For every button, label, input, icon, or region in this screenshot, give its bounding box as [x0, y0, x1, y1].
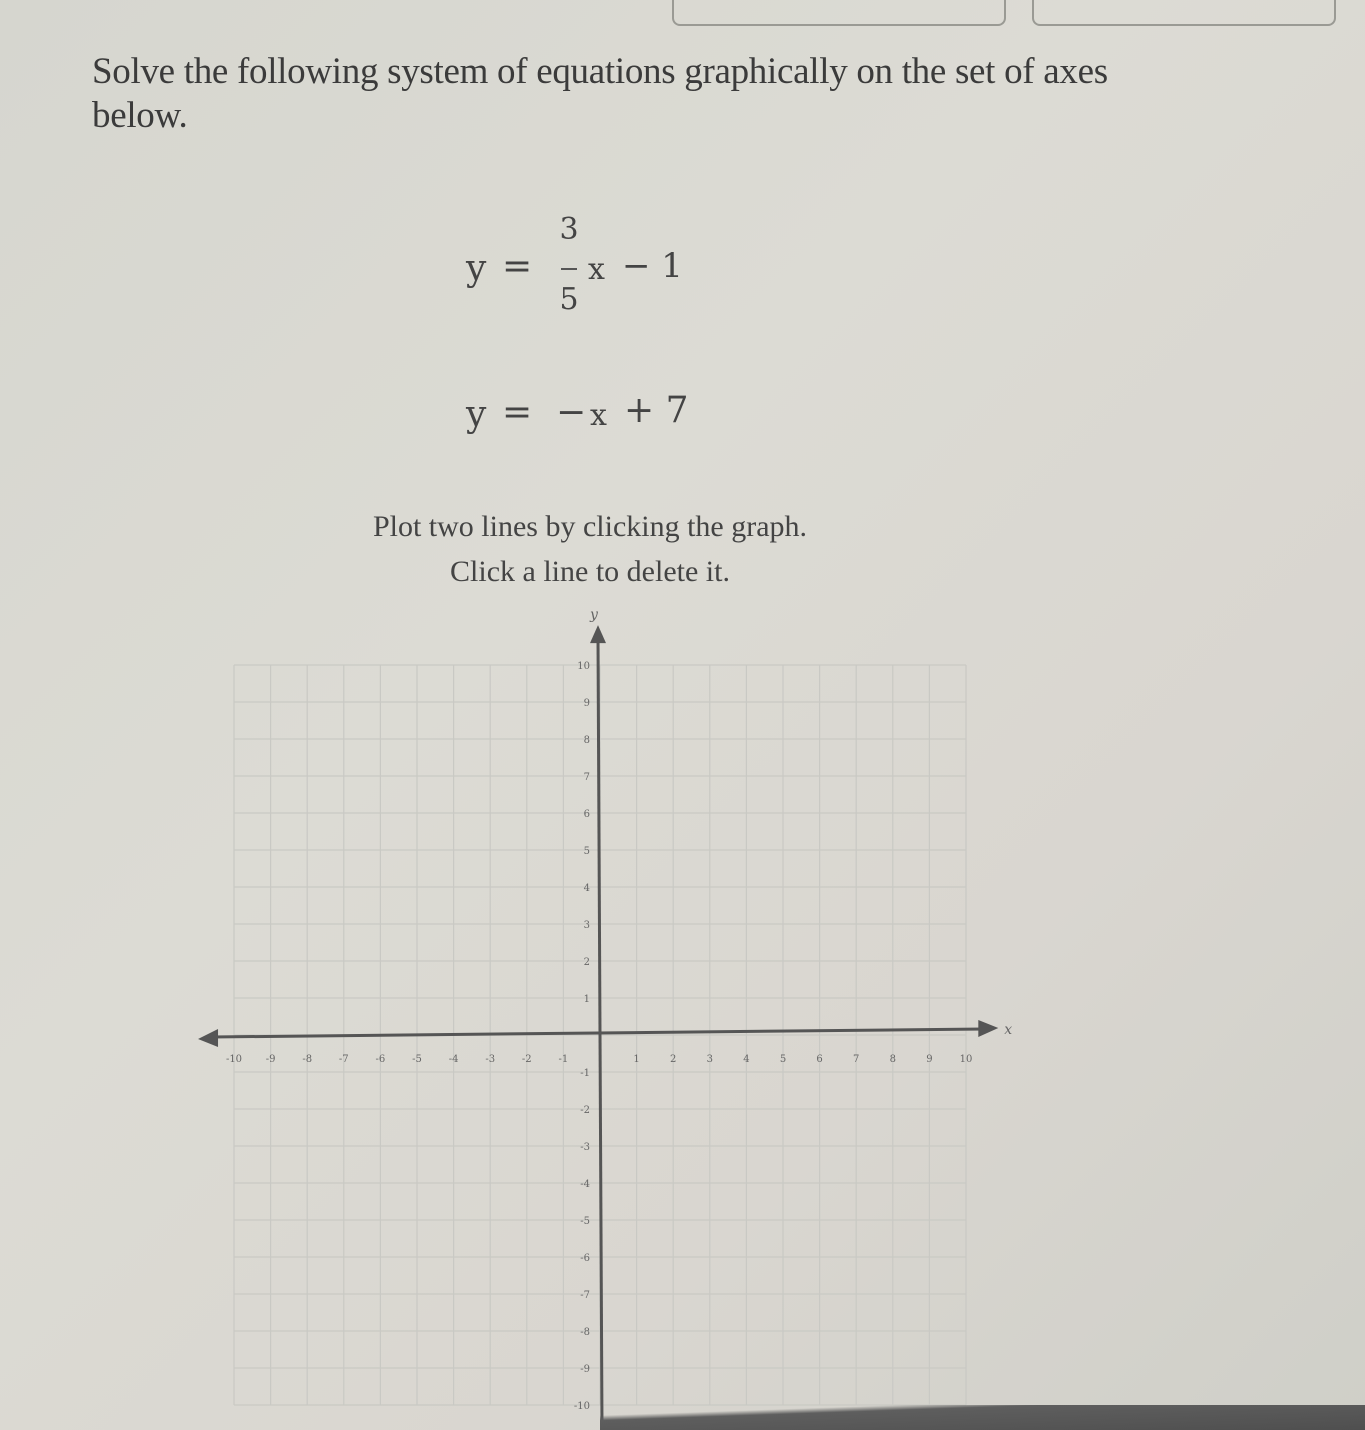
eq1-lhs: y — [466, 248, 487, 289]
eq2-rest: + 7 — [624, 390, 689, 431]
x-tick-label: -4 — [448, 1054, 459, 1065]
instruction-line-1: Plot two lines by clicking the graph. — [372, 510, 808, 543]
y-tick-label: 7 — [583, 772, 590, 783]
prompt-line-1: Solve the following system of equations graphically on the set of axes — [92, 51, 1108, 92]
y-tick-label: 8 — [583, 735, 590, 746]
y-tick-label: -10 — [573, 1401, 590, 1412]
y-tick-label: 10 — [577, 661, 590, 672]
y-tick-label: 1 — [583, 994, 590, 1005]
eq1-rest: − 1 — [622, 246, 683, 286]
x-tick-label: 10 — [959, 1054, 973, 1065]
x-tick-label: -3 — [485, 1054, 496, 1065]
x-tick-label: -2 — [521, 1054, 532, 1065]
x-tick-label: 3 — [706, 1054, 713, 1065]
eq1-x: x — [588, 252, 605, 287]
y-axis-label: y — [590, 607, 598, 624]
y-axis-up-arrow-icon — [590, 625, 606, 643]
x-tick-label: 8 — [889, 1054, 896, 1065]
eq2-minus: − — [556, 392, 587, 433]
y-tick-label: -8 — [580, 1327, 590, 1338]
prompt-line-2: below. — [92, 95, 188, 136]
x-axis-right-arrow-icon — [978, 1020, 998, 1037]
x-axis-left-arrow-icon — [198, 1029, 218, 1047]
x-tick-label: 5 — [779, 1054, 787, 1065]
y-tick-label: -9 — [580, 1364, 590, 1375]
y-tick-label: -6 — [580, 1253, 590, 1264]
y-tick-label: -1 — [580, 1068, 590, 1079]
x-tick-label: 1 — [633, 1054, 640, 1065]
y-tick-label: 2 — [583, 957, 590, 968]
eq1-denominator: 5 — [559, 282, 579, 317]
x-tick-label: 4 — [743, 1054, 750, 1065]
eq2-equals: = — [502, 392, 533, 433]
y-tick-label: -7 — [580, 1290, 590, 1301]
y-tick-label: 6 — [583, 809, 590, 820]
x-tick-label: 7 — [853, 1054, 860, 1065]
eq2-x: x — [590, 398, 607, 433]
x-tick-label: -6 — [375, 1054, 386, 1065]
y-tick-label: -5 — [580, 1216, 590, 1227]
y-tick-label: -2 — [580, 1105, 590, 1116]
axes — [198, 607, 1012, 1427]
x-axis-label: x — [1004, 1022, 1013, 1038]
y-tick-label: -4 — [580, 1179, 590, 1190]
eq2-lhs: y — [466, 394, 487, 435]
x-tick-label: -8 — [302, 1054, 313, 1065]
eq1-numerator: 3 — [559, 212, 579, 247]
eq1-equals: = — [502, 246, 533, 287]
y-tick-label: 9 — [583, 698, 590, 709]
instruction-line-2: Click a line to delete it. — [450, 555, 730, 588]
x-tick-label: 2 — [670, 1054, 677, 1065]
y-tick-label: -3 — [580, 1142, 590, 1153]
screen-bottom-edge — [600, 1405, 1365, 1430]
y-tick-label: 4 — [583, 883, 590, 894]
y-tick-label: 5 — [583, 846, 590, 857]
y-tick-label: 3 — [583, 920, 590, 931]
x-axis-line — [212, 1029, 984, 1037]
x-tick-label: -5 — [412, 1054, 422, 1065]
x-tick-label: 9 — [926, 1054, 933, 1065]
x-tick-label: -10 — [225, 1054, 243, 1065]
x-tick-label: -9 — [265, 1054, 276, 1065]
x-tick-label: 6 — [816, 1054, 823, 1065]
x-tick-label: -7 — [338, 1054, 349, 1065]
x-tick-label: -1 — [558, 1054, 569, 1065]
y-axis-line — [598, 639, 602, 1427]
